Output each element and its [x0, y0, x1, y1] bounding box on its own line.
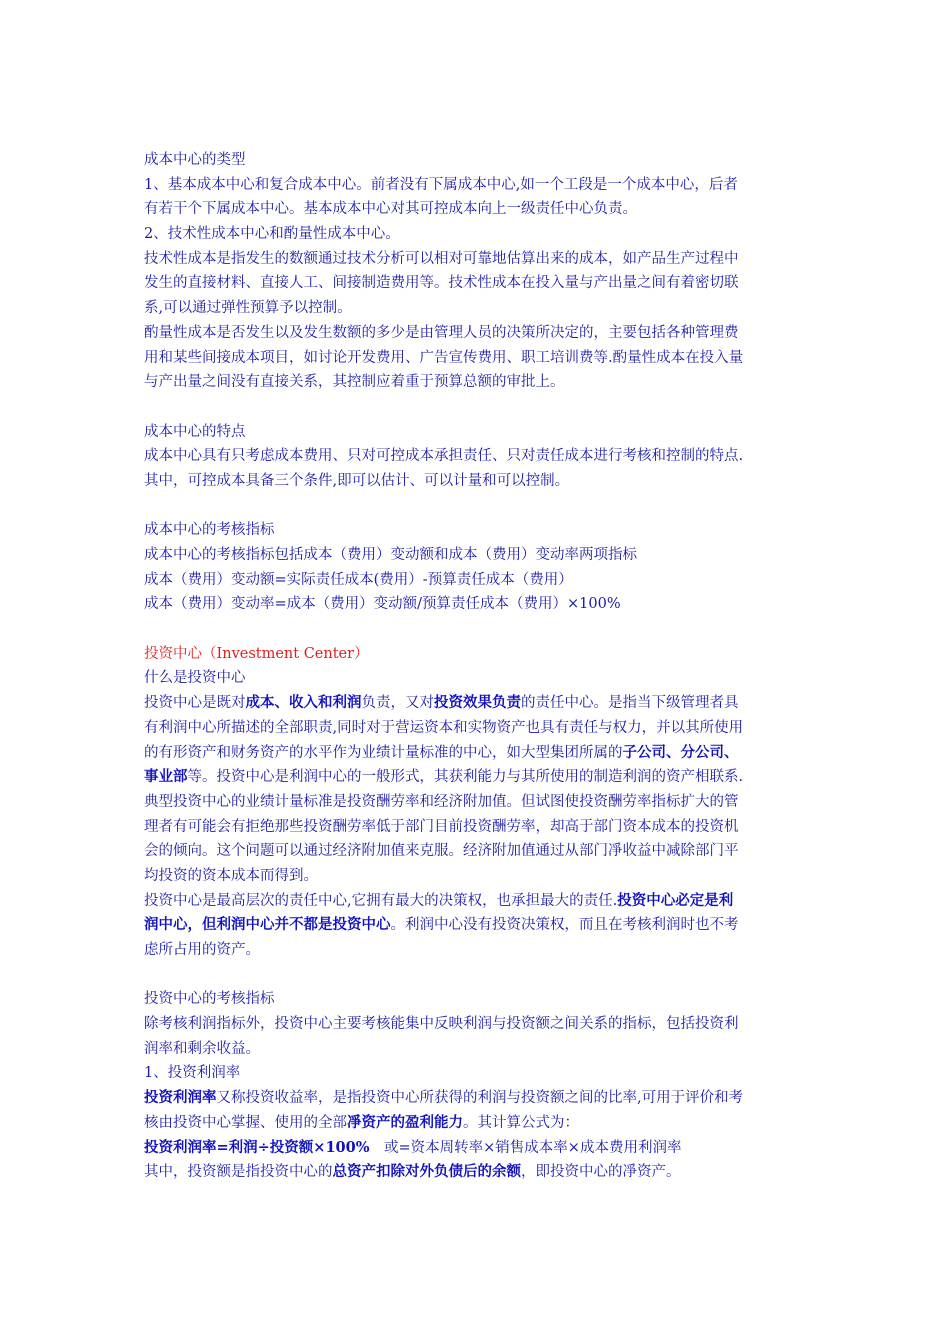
bold-text: 投资效果负责 — [434, 694, 521, 712]
paragraph-line: 典型投资中心的业绩计量标准是投资酬劳率和经济附加值。但试图使投资酬劳率指标扩大的管 — [144, 793, 739, 810]
paragraph-line: 有利润中心所描述的全部职责,同时对于营运资本和实物资产也具有责任与权力，并以其所使用 — [144, 719, 744, 736]
paragraph-line: 除考核利润指标外，投资中心主要考核能集中反映利润与投资额之间关系的指标，包括投资利 — [144, 1016, 739, 1033]
paragraph-line: 用和某些间接成本项目，如讨论开发费用、广告宣传费用、职工培训费等.酌量性成本在投入量 — [144, 349, 744, 366]
paragraph-line: 成本中心的考核指标包括成本（费用）变动额和成本（费用）变动率两项指标 — [144, 547, 637, 563]
bold-text: 凈资产的盈利能力 — [347, 1113, 463, 1131]
text-run: 等。投资中心是利润中心的一般形式，其获利能力与其所使用的制造利润的资产相联系. — [187, 769, 744, 786]
paragraph-line: 有若干个下属成本中心。基本成本中心对其可控成本向上一级责任中心负责。 — [144, 201, 637, 218]
bold-text: 投资中心必定是利 — [617, 891, 734, 909]
formula-line: 成本（费用）变动率=成本（费用）变动额/预算责任成本（费用）×100% — [144, 596, 621, 613]
paragraph-line: 技术性成本是指发生的数额通过技术分析可以相对可靠地估算出来的成本，如产品生产过程中 — [144, 250, 739, 267]
bold-text: 子公司、分公司、 — [622, 743, 739, 761]
paragraph-line: 与产出量之间没有直接关系，其控制应着重于预算总额的审批上。 — [144, 374, 565, 391]
text-run: 其中，投资额是指投资中心的 — [144, 1164, 333, 1181]
paragraph-line — [144, 1086, 810, 1111]
paragraph-line — [144, 741, 810, 766]
text-run: 投资中心是既对 — [144, 695, 246, 712]
bold-text: 成本、收入和利润 — [245, 694, 362, 712]
paragraph-line — [144, 691, 810, 716]
formula-line: 成本（费用）变动额=实际责任成本(费用）-预算责任成本（费用） — [144, 571, 573, 588]
paragraph-line: 发生的直接材料、直接人工、间接制造费用等。技术性成本在投入量与产出量之间有着密切联 — [144, 275, 739, 292]
section-title-cost-center-features: 成本中心的特点 — [144, 423, 246, 440]
paragraph-line: 虑所占用的资产。 — [144, 942, 260, 958]
paragraph-line — [144, 765, 810, 790]
formula-line — [144, 1136, 810, 1161]
paragraph-line — [144, 1111, 810, 1136]
section-title-cost-center-indicators: 成本中心的考核指标 — [144, 522, 275, 539]
blank-line — [144, 395, 810, 420]
paragraph-line — [144, 1160, 810, 1185]
paragraph-line: 成本中心具有只考虑成本费用、只对可控成本承担责任、只对责任成本进行考核和控制的特点. — [144, 448, 744, 465]
text-run: 投资中心是最高层次的责任中心,它拥有最大的决策权，也承担最大的责任. — [144, 892, 618, 909]
paragraph-line: 系,可以通过弹性预算予以控制。 — [144, 300, 352, 317]
text-run: 。其计算公式为： — [463, 1114, 579, 1131]
text-run: 又称投资收益率，是指投资中心所获得的利润与投资额之间的比率,可用于评价和考 — [216, 1090, 744, 1107]
paragraph-line: 其中，可控成本具备三个条件,即可以估计、可以计量和可以控制。 — [144, 472, 570, 489]
blank-line — [144, 617, 810, 642]
text-run: 核由投资中心掌握、使用的全部 — [144, 1114, 347, 1131]
bold-text: 总资产扣除对外负债后的余额 — [332, 1163, 521, 1181]
paragraph-line: 2、技术性成本中心和酌量性成本中心。 — [144, 226, 400, 243]
bold-text: 投资利润率=利润÷投资额×100% — [144, 1138, 370, 1156]
text-run: 。利润中心没有投资决策权，而且在考核利润时也不考 — [390, 917, 739, 934]
subsection-title: 什么是投资中心 — [144, 670, 246, 687]
paragraph-line: 理者有可能会有拒绝那些投资酬劳率低于部门目前投资酬劳率，却高于部门资本成本的投资机 — [144, 818, 739, 835]
section-title-investment-center: 投资中心（Investment Center） — [144, 645, 369, 662]
text-run: ，即投资中心的凈资产。 — [521, 1164, 681, 1181]
bold-text: 润中心，但利润中心并不都是投资中心 — [144, 916, 391, 934]
bold-text: 事业部 — [144, 768, 188, 786]
text-run: 或=资本周转率×销售成本率×成本费用利润率 — [369, 1139, 682, 1156]
paragraph-line: 均投资的资本成本而得到。 — [144, 867, 318, 884]
text-run: 负责，又对 — [361, 695, 434, 712]
section-title-cost-center-types: 成本中心的类型 — [144, 152, 246, 168]
paragraph-line: 1、基本成本中心和复合成本中心。前者没有下属成本中心,如一个工段是一个成本中心，后者 — [144, 176, 738, 193]
bold-text: 投资利润率 — [144, 1089, 217, 1107]
paragraph-line — [144, 889, 810, 914]
text-run: 的责任中心。是指当下级管理者具 — [521, 695, 739, 712]
section-title-investment-center-indicators: 投资中心的考核指标 — [144, 991, 275, 1008]
blank-line — [144, 963, 810, 988]
paragraph-line: 润率和剩余收益。 — [144, 1040, 260, 1057]
subsection-title: 1、投资利润率 — [144, 1065, 241, 1082]
paragraph-line — [144, 913, 810, 938]
paragraph-line: 会的倾向。这个问题可以通过经济附加值来克服。经济附加值通过从部门凈收益中减除部门平 — [144, 843, 739, 860]
document-body — [144, 148, 810, 1185]
paragraph-line: 酌量性成本是否发生以及发生数额的多少是由管理人员的决策所决定的，主要包括各种管理费 — [144, 324, 739, 341]
text-run: 的有形资产和财务资产的水平作为业绩计量标准的中心，如大型集团所属的 — [144, 744, 623, 761]
blank-line — [144, 494, 810, 519]
